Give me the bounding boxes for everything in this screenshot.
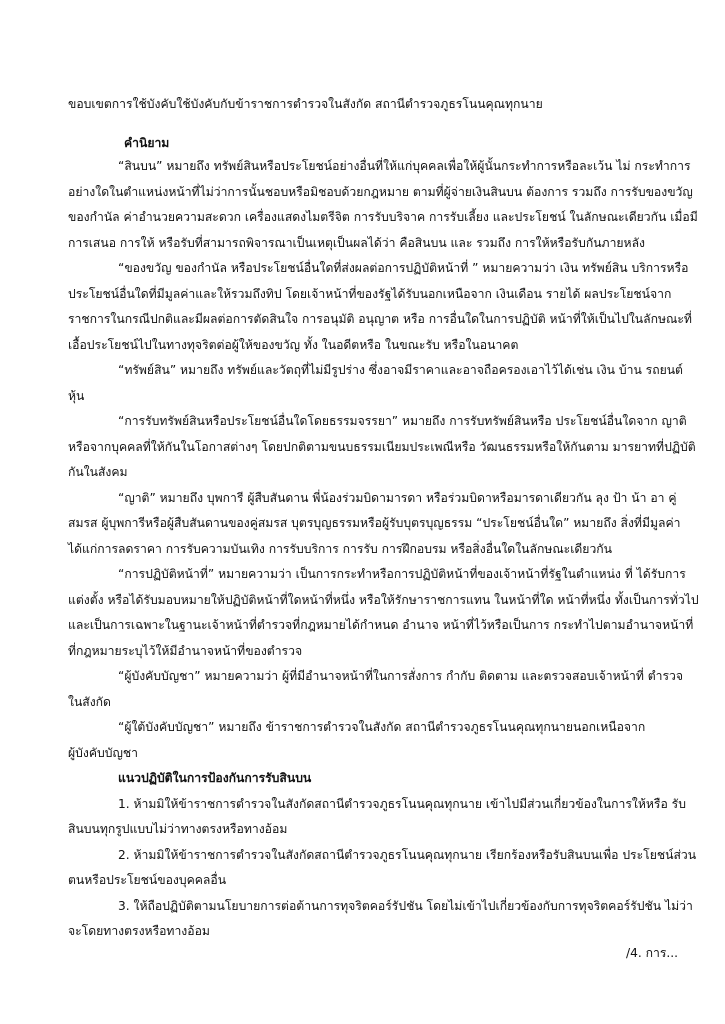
definition-line: “ผู้บังคับบัญชา” หมายความว่า ผู้ที่มีอำนาจหน้าที่ในการสั่งการ กำกับ ติดตาม และตรวจสอบเจ้าหน้าที่ ตำรวจ [118,669,684,683]
definition-line: หรือจากบุคคลที่ให้กันในโอกาสต่างๆ โดยปกติตามขนบธรรมเนียมประเพณีหรือ วัฒนธรรมหรือให้กันตาม มารยาทที่ปฏิบัติ [68,440,696,454]
guideline-line: จะโดยทางตรงหรือทางอ้อม [68,924,210,938]
definition-line: “การปฏิบัติหน้าที่” หมายความว่า เป็นการกระทำหรือการปฏิบัติหน้าที่ของเจ้าหน้าที่รัฐในตำแหน่ง ที่ ได้รับการ [118,567,686,581]
definition-line: ประโยชน์อื่นใดที่มีมูลค่าและให้รวมถึงทิป โดยเจ้าหน้าที่ของรัฐได้รับนอกเหนือจาก เงินเดือน รายได้ ผลประโยชน์จาก [68,287,672,301]
definition-line: “ของขวัญ ของกำนัล หรือประโยชน์อื่นใดที่ส่งผลต่อการปฏิบัติหน้าที่ ” หมายความว่า เงิน ทรัพย์สิน บริการหรือ [118,261,689,275]
definition-line: “สินบน” หมายถึง ทรัพย์สินหรือประโยชน์อย่างอื่นที่ให้แก่บุคคลเพื่อให้ผู้นั้นกระทำการหรือละเว้น ไม่ กระทำการ [118,159,691,173]
definition-line: ราชการในกรณีปกติและมีผลต่อการตัดสินใจ การอนุมัติ อนุญาต หรือ การอื่นใดในการปฏิบัติ หน้าที่ให้เป็นไปในลักษณะที่ [68,312,692,326]
guideline-line: 2. ห้ามมิให้ข้าราชการตำรวจในสังกัดสถานีตำรวจภูธรโนนคุณทุกนาย เรียกร้องหรือรับสินบนเพื่อ ประโยชน์ส่วน [118,848,697,862]
definition-line: “ญาติ” หมายถึง บุพการี ผู้สืบสันดาน พี่น้องร่วมบิดามารดา หรือร่วมบิดาหรือมารดาเดียวกัน ลุง ป้า น้า อา คู่ [118,491,677,505]
definition-line: ผู้บังคับบัญชา [68,746,138,760]
definition-line: แต่งตั้ง หรือได้รับมอบหมายให้ปฏิบัติหน้าที่ใดหน้าที่หนึ่ง หรือให้รักษาราชการแทน ในหน้าที่ใด หน้าที่หนึ่ง ทั้งเป็นการทั่วไป [68,593,699,607]
page-continuation: /4. การ... [626,946,678,960]
guideline-line: สินบนทุกรูปแบบไม่ว่าทางตรงหรือทางอ้อม [68,822,288,836]
definitions-heading: คำนิยาม [124,136,170,150]
intro-line: ขอบเขตการใช้บังคับใช้บังคับกับข้าราชการตำรวจในสังกัด สถานีตำรวจภูธรโนนคุณทุกนาย [68,97,543,111]
definition-line: ที่กฎหมายระบุไว้ให้มีอำนาจหน้าที่ของตำรวจ [68,644,303,658]
definition-line: การเสนอ การให้ หรือรับที่สามารถพิจารณาเป็นเหตุเป็นผลได้ว่า คือสินบน และ รวมถึง การให้หรือรับกันภายหลัง [68,236,646,250]
guideline-line: 3. ให้ถือปฏิบัติตามนโยบายการต่อต้านการทุจริตคอร์รัปชัน โดยไม่เข้าไปเกี่ยวข้องกับการทุจริตคอร์รัปชัน ไม่ว่า [118,899,693,913]
definition-line: และเป็นการเฉพาะในฐานะเจ้าหน้าที่ตำรวจที่กฎหมายได้กำหนด อำนาจ หน้าที่ไว้หรือเป็นการ กระทำไปตามอำนาจหน้าที่ [68,618,694,632]
definition-line: กันในสังคม [68,465,128,479]
definition-line: “ทรัพย์สิน” หมายถึง ทรัพย์และวัตถุที่ไม่มีรูปร่าง ซึ่งอาจมีราคาและอาจถือครองเอาไว้ได้เช่น เงิน บ้าน รถยนต์ [118,363,683,377]
definition-line: “การรับทรัพย์สินหรือประโยชน์อื่นใดโดยธรรมจรรยา” หมายถึง การรับทรัพย์สินหรือ ประโยชน์อื่นใดจาก ญาติ [118,414,687,428]
definition-line: เอื้อประโยชน์ไปในทางทุจริตต่อผู้ให้ของขวัญ ทั้ง ในอดีตหรือ ในขณะรับ หรือในอนาคต [68,338,519,352]
definition-line: ของกำนัล ค่าอำนวยความสะดวก เครื่องแสดงไมตรีจิต การรับบริจาค การรับเลี้ยง และประโยชน์ ในลักษณะเดียวกัน เมื่อมี [68,210,698,224]
definition-line: สมรส ผู้บุพการีหรือผู้สืบสันดานของคู่สมรส บุตรบุญธรรมหรือผู้รับบุตรบุญธรรม “ประโยชน์อื่นใด” หมายถึง สิ่งที่มีมูลค่า [68,516,681,530]
definition-line: ในสังกัด [68,695,111,709]
guidelines-heading: แนวปฏิบัติในการป้องกันการรับสินบน [118,771,312,785]
definition-line: ได้แก่การลดราคา การรับความบันเทิง การรับบริการ การรับ การฝึกอบรม หรือสิ่งอื่นใดในลักษณะเดียวกัน [68,542,613,556]
guideline-line: ตนหรือประโยชน์ของบุคคลอื่น [68,873,227,887]
definition-line: อย่างใดในตำแหน่งหน้าที่ไม่ว่าการนั้นชอบหรือมิชอบด้วยกฎหมาย ตามที่ผู้จ่ายเงินสินบน ต้องการ รวมถึง การรับของขวัญ [68,185,693,199]
definition-line: หุ้น [68,389,85,403]
definition-line: “ผู้ใต้บังคับบัญชา” หมายถึง ข้าราชการตำรวจในสังกัด สถานีตำรวจภูธรโนนคุณทุกนายนอกเหนือจาก [118,720,646,734]
guideline-line: 1. ห้ามมิให้ข้าราชการตำรวจในสังกัดสถานีตำรวจภูธรโนนคุณทุกนาย เข้าไปมีส่วนเกี่ยวข้องในการให้หรือ รับ [118,797,686,811]
